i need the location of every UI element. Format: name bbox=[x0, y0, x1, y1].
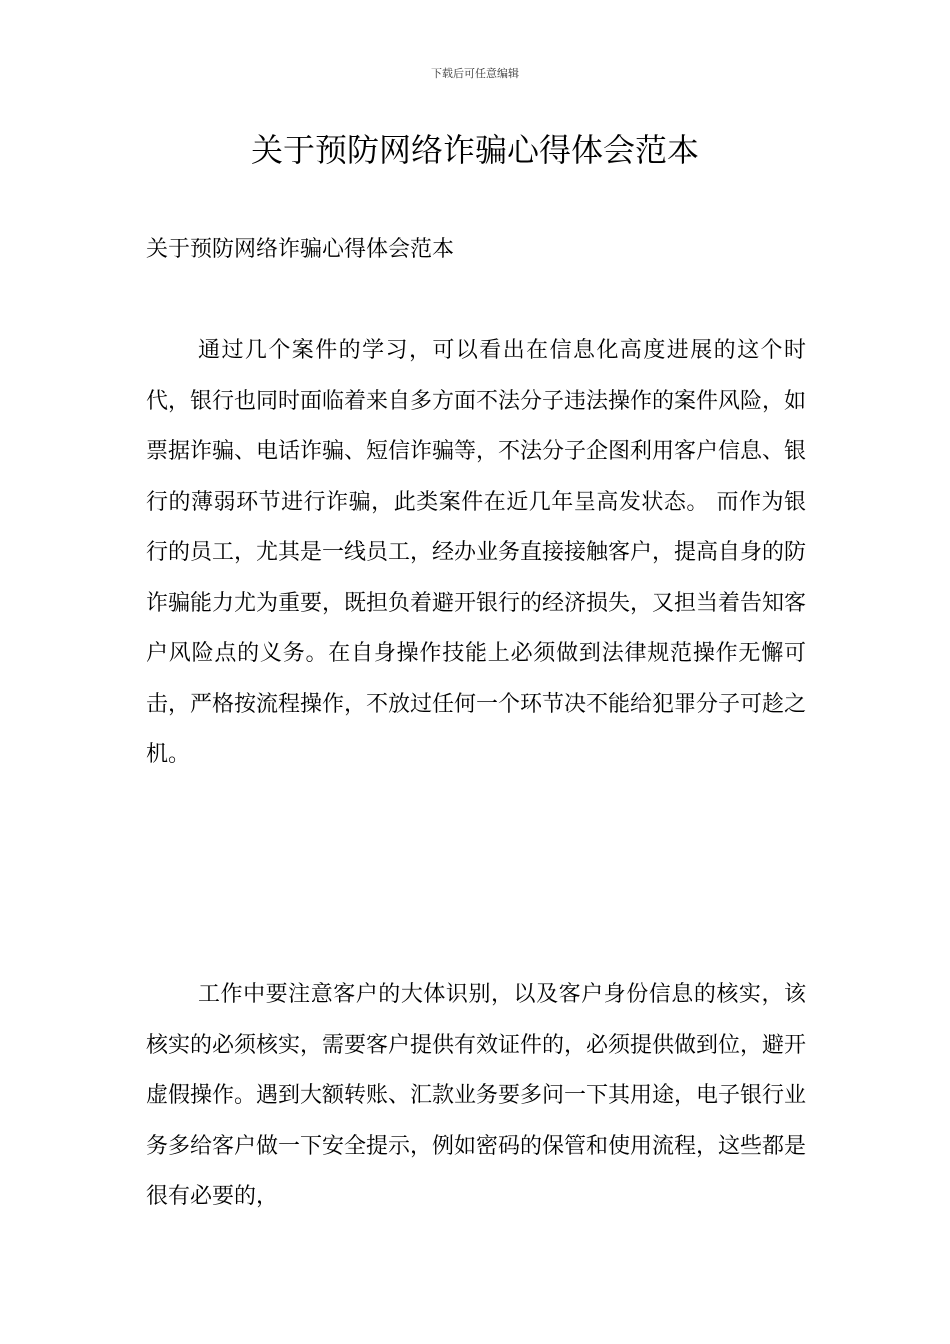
paragraph-2: 工作中要注意客户的大体识别，以及客户身份信息的核实，该核实的必须核实，需要客户提供有效证件的，必须提供做到位，避开虚假操作。遇到大额转账、汇款业务要多问一下其用途，电子银行业务多给客户做一下安全提示，例如密码的保管和使用流程，这些都是很有必要的， bbox=[146, 982, 807, 1209]
document-subtitle: 关于预防网络诈骗心得体会范本 bbox=[146, 237, 455, 262]
paragraph-1: 通过几个案件的学习，可以看出在信息化高度进展的这个时代，银行也同时面临着来自多方面不法分子违法操作的案件风险，如票据诈骗、电话诈骗、短信诈骗等，不法分子企图利用客户信息、银行的薄弱环节进行诈骗，此类案件在近几年呈高发状态。 而作为银行的员工，尤其是一线员工，经办业务直接接触客户，提高自身的防诈骗能力尤为重要，既担负着避开银行的经济损失，又担当着告知客户风险点的义务。在自身操作技能上必须做到法律规范操作无懈可击，严格按流程操作，不放过任何一个环节决不能给犯罪分子可趁之机。 bbox=[146, 338, 807, 767]
document-title: 关于预防网络诈骗心得体会范本 bbox=[250, 131, 699, 169]
header-note: 下载后可任意编辑 bbox=[431, 67, 519, 80]
